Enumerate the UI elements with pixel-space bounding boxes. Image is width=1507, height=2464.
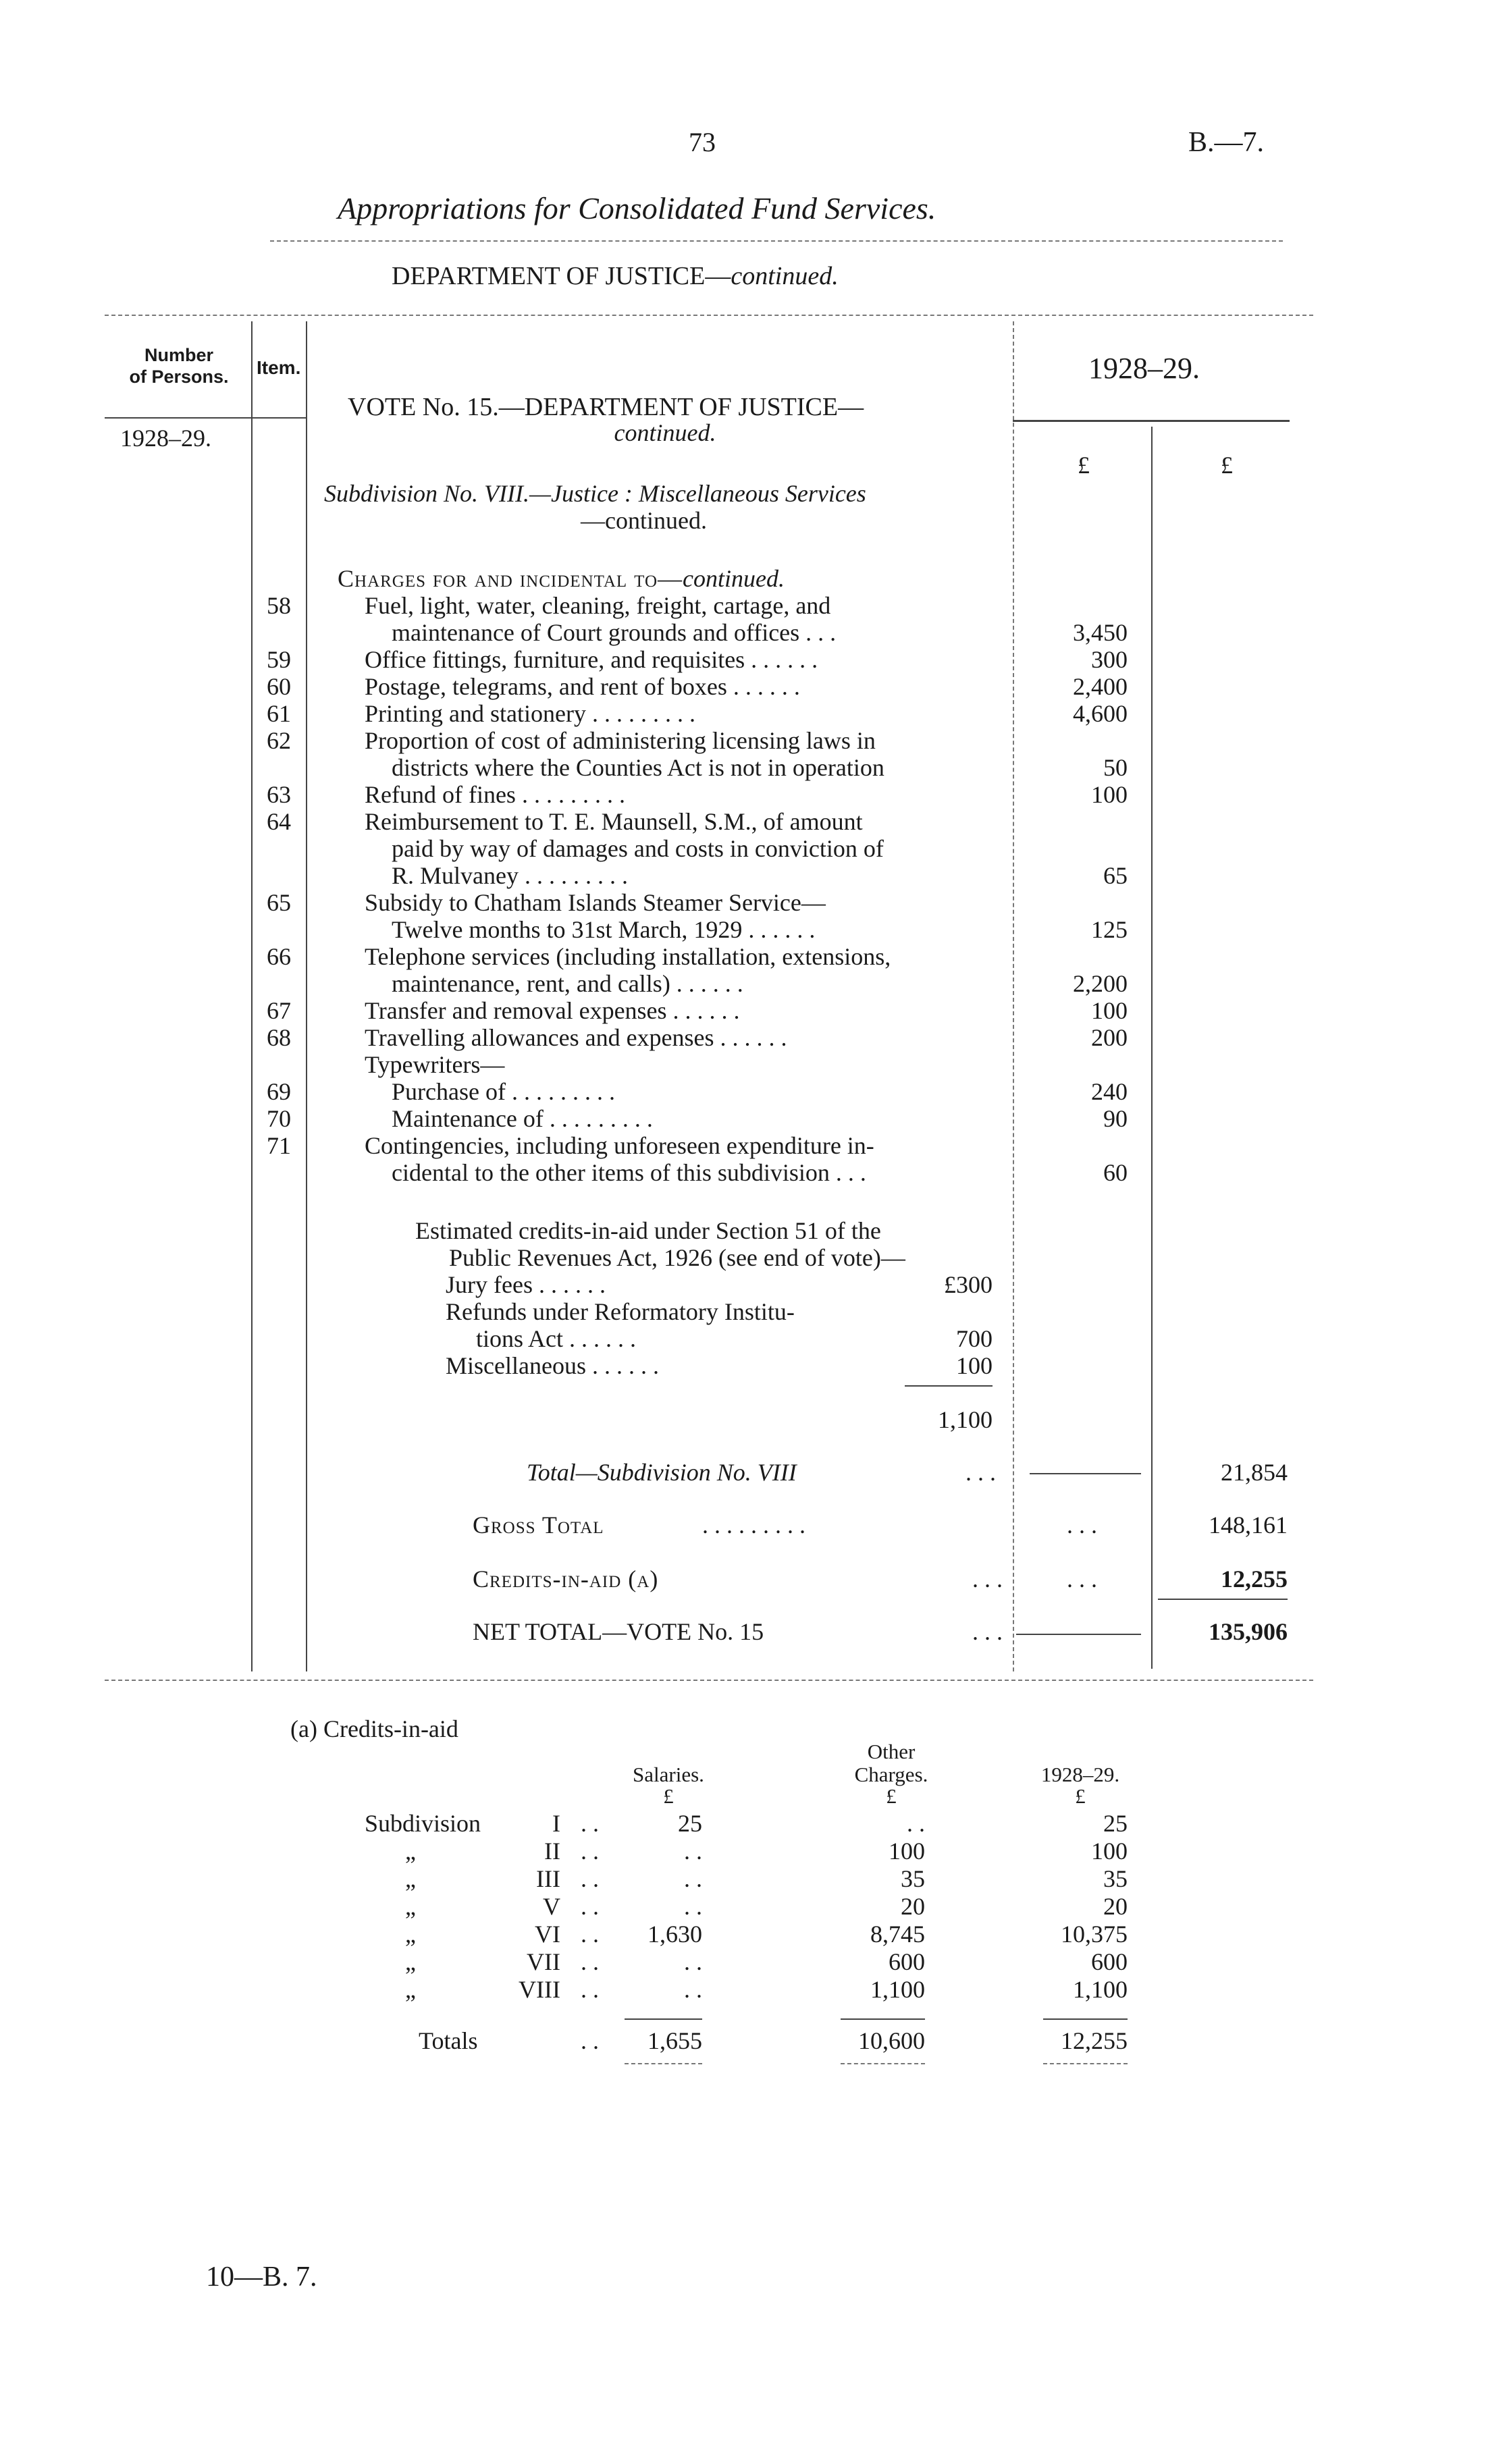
footnote-salaries: . . [684,1976,702,2003]
footnote-subdivision-word: Subdivision [365,1810,481,1837]
footnote-subdivision: III [536,1865,560,1892]
item-number: 61 [267,700,291,727]
footnote-subdivision: I [552,1810,560,1837]
item-description: Office fittings, furniture, and requisites . . . . . . [365,646,818,673]
footnote-other-charges: 8,745 [870,1921,925,1948]
vote-title: VOTE No. 15.—DEPARTMENT OF JUSTICE— [348,393,864,421]
col-year-left: 1928–29. [120,425,211,452]
net-total-dots: . . . [972,1618,1003,1645]
net-total-label: NET TOTAL—VOTE No. 15 [473,1618,764,1645]
footnote-other-charges: 1,100 [870,1976,925,2003]
subdivision-total-value: 21,854 [1221,1459,1288,1486]
credits-note-line1: Estimated credits-in-aid under Section 51 of the [415,1217,881,1244]
footnote-totals-salaries: 1,655 [647,2027,702,2054]
document-reference: B.—7. [1188,127,1265,158]
item-description: cidental to the other items of this subdivision . . . [392,1159,866,1186]
footnote-sep: . . [581,1810,599,1837]
credits-total: 1,100 [938,1406,993,1433]
miscellaneous-label: Miscellaneous . . . . . . [446,1352,659,1379]
footnote-salaries: 1,630 [647,1921,702,1948]
footnote-pound-1: £ [663,1784,674,1808]
footnote-year-total: 25 [1103,1810,1128,1837]
jury-fees-value: £300 [944,1271,993,1298]
item-amount: 65 [1103,862,1128,889]
item-number: 58 [267,592,291,619]
item-description: Twelve months to 31st March, 1929 . . . . . . [392,916,816,943]
item-number: 64 [267,808,291,835]
footnote-other-charges: 20 [901,1893,925,1920]
footnote-ditto: „ [405,1893,416,1920]
item-description: Typewriters— [365,1051,505,1078]
item-description: Travelling allowances and expenses . . . . . . [365,1024,787,1051]
footnote-other-charges: 600 [889,1948,925,1975]
item-description: Transfer and removal expenses . . . . . . [365,997,740,1024]
footnote-col-year: 1928–29. [1040,1763,1120,1786]
credits-in-aid-dots-col: . . . [1067,1565,1097,1592]
credits-note-line2: Public Revenues Act, 1926 (see end of vote)— [449,1244,905,1271]
footnote-other-charges: 35 [901,1865,925,1892]
footnote-sep: . . [581,1893,599,1920]
page-title: Appropriations for Consolidated Fund Services. [338,191,936,225]
footnote-salaries: . . [684,1838,702,1865]
charges-heading: Charges for and incidental to—continued. [338,565,785,592]
item-description: R. Mulvaney . . . . . . . . . [392,862,628,889]
item-number: 70 [267,1105,291,1132]
footnote-sep: . . [581,1948,599,1975]
vote-continued: continued. [614,419,716,446]
item-amount: 2,400 [1073,673,1128,700]
miscellaneous-value: 100 [956,1352,993,1379]
footnote-subdivision: VII [527,1948,560,1975]
col-pound-2: £ [1221,452,1233,479]
item-description: Purchase of . . . . . . . . . [392,1078,615,1105]
item-number: 59 [267,646,291,673]
item-number: 60 [267,673,291,700]
item-number: 63 [267,781,291,808]
footnote-year-total: 20 [1103,1893,1128,1920]
item-number: 67 [267,997,291,1024]
item-number: 68 [267,1024,291,1051]
footnote-title: (a) Credits-in-aid [290,1715,458,1742]
footnote-sep: . . [581,1976,599,2003]
item-amount: 100 [1091,997,1128,1024]
gross-total-dots: . . . . . . . . . [702,1511,805,1538]
subdivision-continued: —continued. [581,507,707,534]
subdivision-total-label: Total—Subdivision No. VIII [527,1459,797,1486]
refunds-label-2: tions Act . . . . . . [476,1325,637,1352]
net-total-value: 135,906 [1209,1618,1288,1645]
footnote-totals-sep: . . [581,2027,599,2054]
page-footer: 10—B. 7. [206,2261,317,2293]
subdivision-total-dots: . . . [966,1459,996,1486]
col-number-of-persons: Number of Persons. [129,345,229,387]
col-pound-1: £ [1078,452,1090,479]
item-description: maintenance, rent, and calls) . . . . . . [392,970,743,997]
item-description: Subsidy to Chatham Islands Steamer Service— [365,889,826,916]
footnote-salaries: 25 [678,1810,702,1837]
subdivision-title: Subdivision No. VIII.—Justice : Miscellaneous Services [324,480,866,507]
footnote-other-charges: 100 [889,1838,925,1865]
jury-fees-label: Jury fees . . . . . . [446,1271,606,1298]
footnote-sep: . . [581,1921,599,1948]
item-description: Maintenance of . . . . . . . . . [392,1105,653,1132]
item-amount: 2,200 [1073,970,1128,997]
footnote-year-total: 1,100 [1073,1976,1128,2003]
footnote-ditto: „ [405,1838,416,1865]
footnote-ditto: „ [405,1976,416,2003]
item-description: Telephone services (including installation, extensions, [365,943,891,970]
item-description: paid by way of damages and costs in conviction of [392,835,884,862]
footnote-salaries: . . [684,1948,702,1975]
item-description: Postage, telegrams, and rent of boxes . . . . . . [365,673,800,700]
gross-total-dots-col: . . . [1067,1511,1097,1538]
item-amount: 100 [1091,781,1128,808]
footnote-year-total: 35 [1103,1865,1128,1892]
footnote-subdivision: VIII [519,1976,560,2003]
item-amount: 50 [1103,754,1128,781]
refunds-value: 700 [956,1325,993,1352]
footnote-salaries: . . [684,1893,702,1920]
item-amount: 300 [1091,646,1128,673]
department-heading: DEPARTMENT OF JUSTICE—continued. [392,262,839,290]
credits-in-aid-label: Credits-in-aid (a) [473,1565,659,1592]
item-description: Fuel, light, water, cleaning, freight, cartage, and [365,592,831,619]
item-number: 71 [267,1132,291,1159]
item-description: maintenance of Court grounds and offices . . . [392,619,837,646]
footnote-sep: . . [581,1838,599,1865]
item-amount: 200 [1091,1024,1128,1051]
item-amount: 240 [1091,1078,1128,1105]
footnote-ditto: „ [405,1921,416,1948]
item-amount: 60 [1103,1159,1128,1186]
item-description: Refund of fines . . . . . . . . . [365,781,625,808]
footnote-ditto: „ [405,1948,416,1975]
footnote-pound-2: £ [886,1784,897,1808]
item-description: Proportion of cost of administering licensing laws in [365,727,876,754]
item-number: 65 [267,889,291,916]
footnote-sep: . . [581,1865,599,1892]
footnote-ditto: „ [405,1865,416,1892]
page-number: 73 [689,127,716,157]
gross-total-value: 148,161 [1209,1511,1288,1538]
item-number: 62 [267,727,291,754]
footnote-col-other-2: Charges. [854,1763,928,1786]
footnote-totals-total: 12,255 [1061,2027,1128,2054]
credits-in-aid-value: 12,255 [1221,1565,1288,1592]
item-description: districts where the Counties Act is not in operation [392,754,884,781]
item-amount: 90 [1103,1105,1128,1132]
credits-in-aid-dots: . . . [972,1565,1003,1592]
footnote-totals-other: 10,600 [858,2027,925,2054]
item-amount: 4,600 [1073,700,1128,727]
item-amount: 125 [1091,916,1128,943]
footnote-subdivision: VI [535,1921,560,1948]
col-year: 1928–29. [1088,352,1200,385]
item-number: 66 [267,943,291,970]
footnote-subdivision: II [544,1838,560,1865]
item-amount: 3,450 [1073,619,1128,646]
gross-total-label: Gross Total [473,1511,604,1538]
refunds-label-1: Refunds under Reformatory Institu- [446,1298,795,1325]
item-description: Printing and stationery . . . . . . . . . [365,700,695,727]
footnote-year-total: 600 [1091,1948,1128,1975]
item-number: 69 [267,1078,291,1105]
item-description: Contingencies, including unforeseen expenditure in- [365,1132,874,1159]
footnote-subdivision: V [543,1893,560,1920]
footnote-salaries: . . [684,1865,702,1892]
col-item: Item. [257,357,301,378]
footnote-year-total: 10,375 [1061,1921,1128,1948]
footnote-pound-3: £ [1075,1784,1086,1808]
footnote-other-charges: . . [907,1810,925,1837]
footnote-col-other-1: Other [867,1740,916,1763]
footnote-totals-label: Totals [419,2027,478,2054]
footnote-year-total: 100 [1091,1838,1128,1865]
footnote-col-salaries: Salaries. [633,1763,704,1786]
item-description: Reimbursement to T. E. Maunsell, S.M., of amount [365,808,863,835]
